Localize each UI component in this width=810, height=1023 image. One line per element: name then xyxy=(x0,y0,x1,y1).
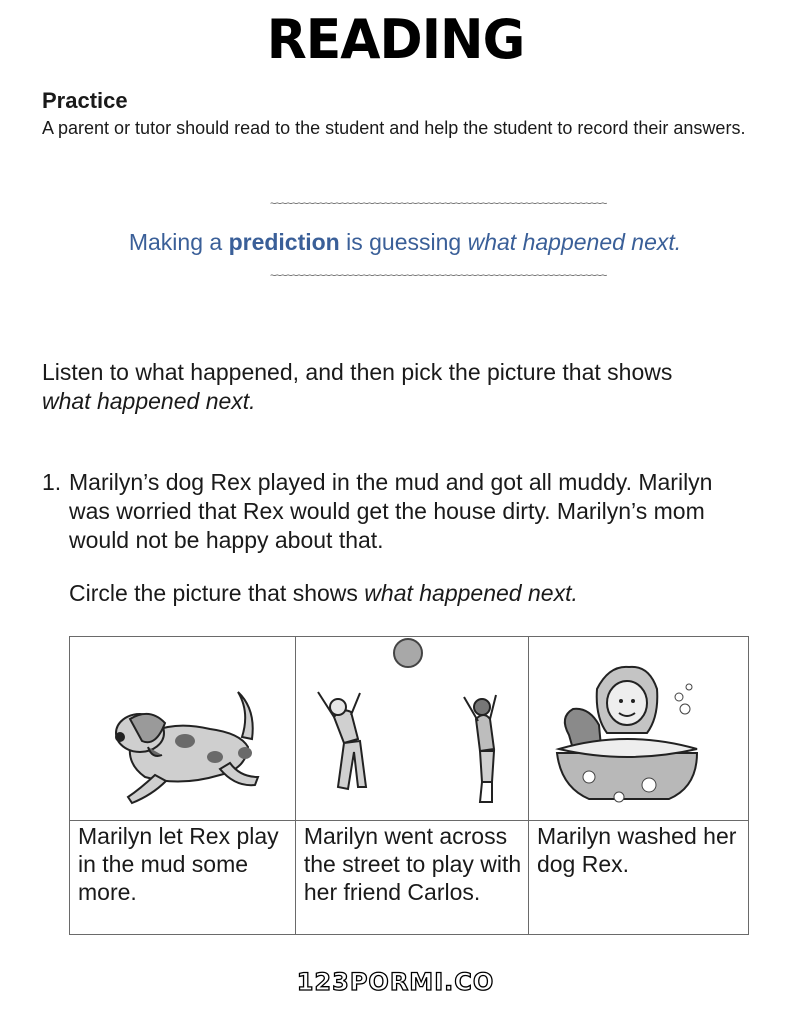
choice-3-caption[interactable]: Marilyn washed her dog Rex. xyxy=(528,821,748,935)
choice-1-caption[interactable]: Marilyn let Rex play in the mud some more. xyxy=(70,821,296,935)
directions-text xyxy=(42,358,762,416)
definition-part1: Making a xyxy=(128,229,229,255)
answer-choices-table xyxy=(69,636,749,935)
directions-emphasis: what happened next. xyxy=(42,388,256,414)
definition-keyword: prediction xyxy=(228,229,340,255)
directions-main: Listen to what happened, and then pick the picture that shows xyxy=(42,359,673,385)
choice-2-picture-cell[interactable] xyxy=(295,637,528,821)
captions-row xyxy=(70,821,749,935)
practice-instructions: A parent or tutor should read to the student and help the student to record their answers. xyxy=(42,118,746,138)
question-prompt xyxy=(69,580,578,607)
definition-emphasis: what happened next. xyxy=(467,229,682,255)
definition-part2: is guessing xyxy=(339,229,468,255)
choice-3-picture-cell[interactable] xyxy=(528,637,748,821)
prompt-emphasis: what happened next. xyxy=(364,580,578,606)
running-dog-illustration xyxy=(70,637,295,820)
divider-top: ~~~~~~~~~~~~~~~~~~~~~~~~~~~~~~~~~~~~~~~~~~~~~~~~~~~~~~~~~~~~~~ xyxy=(270,198,607,210)
pictures-row xyxy=(70,637,749,821)
question-text: Marilyn’s dog Rex played in the mud and got all muddy. Marilyn was worried that Rex would get the house dirty. Marilyn’s mom would not be happy about that. xyxy=(69,469,713,553)
choice-1-picture-cell[interactable] xyxy=(70,637,296,821)
girl-washing-dog-illustration xyxy=(529,637,747,820)
footer-watermark: 123PORMI.CO xyxy=(296,968,495,996)
worksheet-title: READING xyxy=(266,8,525,72)
definition-text xyxy=(0,229,810,256)
practice-heading: Practice xyxy=(42,88,128,113)
kids-playing-ball-illustration xyxy=(296,637,529,820)
divider-bottom: ~~~~~~~~~~~~~~~~~~~~~~~~~~~~~~~~~~~~~~~~~~~~~~~~~~~~~~~~~~~~~~ xyxy=(270,270,607,282)
prompt-main: Circle the picture that shows xyxy=(69,580,365,606)
question-number: 1. xyxy=(42,469,62,495)
choice-2-caption[interactable]: Marilyn went across the street to play with her friend Carlos. xyxy=(295,821,528,935)
